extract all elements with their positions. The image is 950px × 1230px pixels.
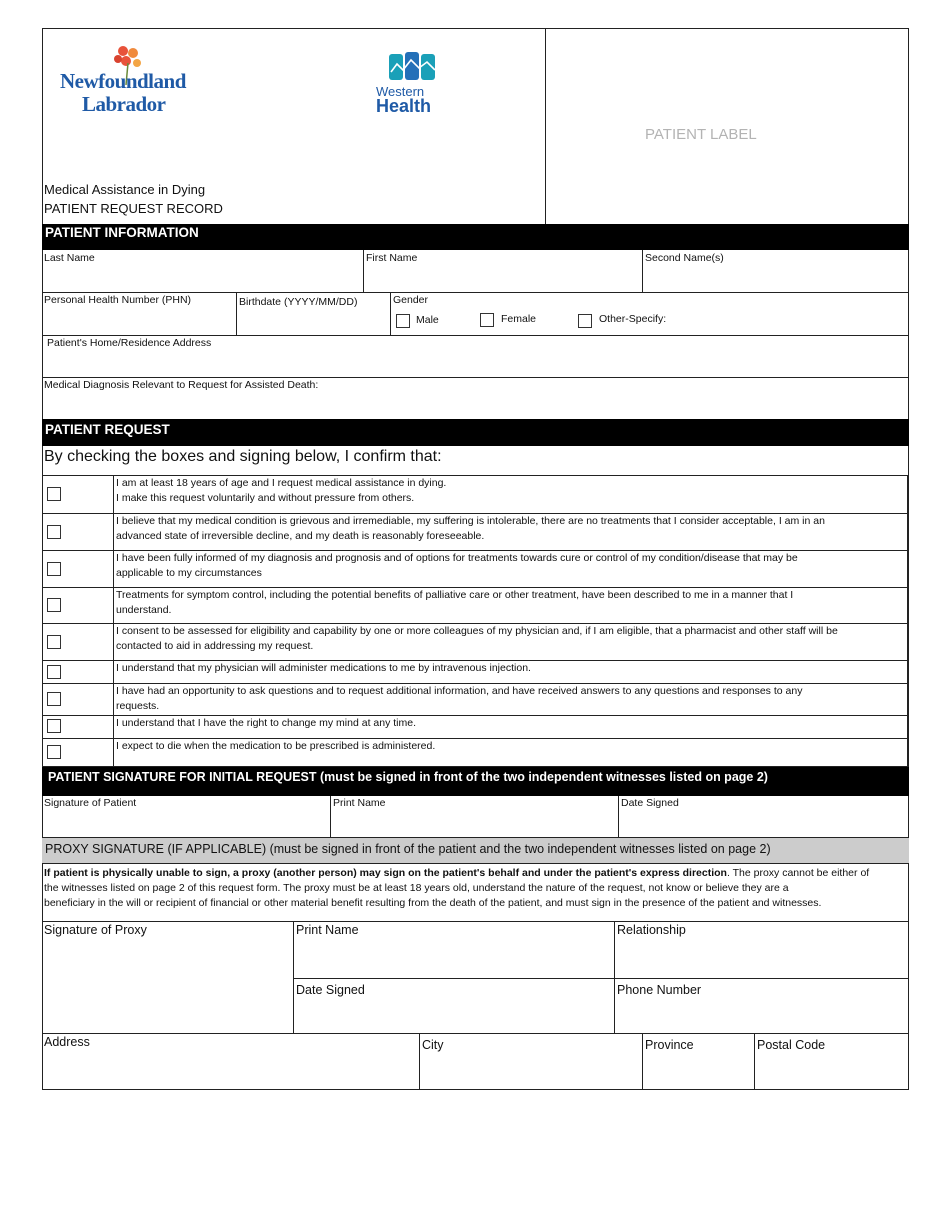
wh-logo-line1: Western (376, 84, 425, 99)
statement-line: I understand that I have the right to change my mind at any time. (116, 717, 417, 729)
statement-line: I expect to die when the medication to be prescribed is administered. (116, 740, 436, 752)
form-title-line2: PATIENT REQUEST RECORD (44, 201, 223, 216)
proxy-note-line3: beneficiary in the will or recipient of financial or other material benefit resulting from the death of the patient, and must sign in the presence of the patient and witnesses. (44, 897, 822, 909)
statement-line: I believe that my medical condition is grievous and irremediable, my suffering is intolerable, there are no treatments that I consider acceptable, I am in an (116, 515, 825, 527)
gender-female-checkbox[interactable] (480, 313, 494, 327)
proxy-note-line1: . The proxy cannot be either of (726, 867, 870, 879)
statement-line: I am at least 18 years of age and I request medical assistance in dying. (116, 477, 447, 489)
nl-logo-line1: Newfoundland (60, 69, 186, 93)
phn-field[interactable]: Personal Health Number (PHN) (44, 294, 192, 306)
home-address-field[interactable]: Patient's Home/Residence Address (47, 337, 212, 349)
statement-checkbox-9[interactable] (47, 745, 61, 759)
patient-request-heading: PATIENT REQUEST (42, 419, 909, 446)
proxy-date-signed-field[interactable]: Date Signed (296, 983, 365, 997)
statement-checkbox-4[interactable] (47, 598, 61, 612)
statement-text-2 (116, 514, 906, 544)
western-health-emblem-icon (389, 52, 441, 82)
proxy-heading-text: PROXY SIGNATURE (IF APPLICABLE) (must be signed in front of the patient and the two independent witnesses listed on page 2) (45, 842, 771, 856)
statement-line: I make this request voluntarily and without pressure from others. (116, 492, 415, 504)
statement-text-9 (116, 739, 906, 754)
patient-date-signed-field[interactable]: Date Signed (621, 797, 679, 809)
wh-logo-line2: Health (376, 96, 432, 116)
statement-line: applicable to my circumstances (116, 567, 262, 579)
statement-text-5 (116, 624, 906, 654)
statement-line: I have had an opportunity to ask questions and to request additional information, and have received answers to any questions and responses to any (116, 685, 803, 697)
proxy-note-line2: the witnesses listed on page 2 of this request form. The proxy must be at least 18 years old, understand the nature of the request, not know or believe they are a (44, 882, 789, 894)
form-title-line1: Medical Assistance in Dying (44, 182, 206, 197)
proxy-phone-field[interactable]: Phone Number (617, 983, 702, 997)
proxy-print-name-field[interactable]: Print Name (296, 923, 359, 937)
statement-checkbox-7[interactable] (47, 692, 61, 706)
statement-checkbox-2[interactable] (47, 525, 61, 539)
patient-label-placeholder: PATIENT LABEL (645, 126, 757, 143)
statement-line: Treatments for symptom control, including the potential benefits of palliative care or other treatment, have been described to me in a manner that I (116, 589, 794, 601)
statement-line: I have been fully informed of my diagnosis and prognosis and of options for treatments towards cure or control of my condition/disease that may be (116, 552, 798, 564)
medical-diagnosis-field[interactable]: Medical Diagnosis Relevant to Request for Assisted Death: (44, 379, 319, 391)
patient-signature-heading: PATIENT SIGNATURE FOR INITIAL REQUEST (must be signed in front of the two independent witnesses listed on page 2) (42, 767, 909, 796)
patient-signature-field[interactable]: Signature of Patient (44, 797, 137, 809)
first-name-field[interactable]: First Name (366, 252, 418, 264)
statement-line: requests. (116, 700, 160, 712)
newfoundland-labrador-logo (58, 45, 198, 120)
statement-line: I consent to be assessed for eligibility and capability by one or more colleagues of my physician and, if I am eligible, that a pharmacist and other staff will be (116, 625, 838, 637)
statement-checkbox-5[interactable] (47, 635, 61, 649)
statement-checkbox-6[interactable] (47, 665, 61, 679)
gender-male-label: Male (416, 314, 439, 326)
statement-text-3 (116, 551, 906, 581)
proxy-postal-code-field[interactable]: Postal Code (757, 1038, 826, 1052)
western-health-logo (372, 50, 454, 116)
gender-label: Gender (393, 294, 429, 306)
birthdate-field[interactable]: Birthdate (YYYY/MM/DD) (239, 296, 358, 308)
gender-male-checkbox[interactable] (396, 314, 410, 328)
proxy-signature-field[interactable]: Signature of Proxy (44, 923, 147, 937)
statement-line: advanced state of irreversible decline, and my death is reasonably foreseeable. (116, 530, 485, 542)
statement-line: understand. (116, 604, 172, 616)
proxy-note-bold: If patient is physically unable to sign, a proxy (another person) may sign on the patient's behalf and under the patient's express direction (44, 867, 727, 879)
statement-line: I understand that my physician will administer medications to me by intravenous injection. (116, 662, 531, 674)
proxy-address-field[interactable]: Address (44, 1035, 90, 1049)
statement-checkbox-3[interactable] (47, 562, 61, 576)
statement-line: contacted to aid in addressing my request. (116, 640, 314, 652)
gender-female-label: Female (501, 313, 537, 325)
request-intro-text: By checking the boxes and signing below, I confirm that: (44, 448, 442, 465)
proxy-signature-heading (42, 838, 909, 864)
statement-text-7 (116, 684, 906, 714)
statement-text-8 (116, 716, 906, 731)
gender-other-checkbox[interactable] (578, 314, 592, 328)
statement-text-1 (116, 476, 906, 506)
statement-checkbox-1[interactable] (47, 487, 61, 501)
gender-other-label: Other-Specify: (599, 313, 667, 325)
nl-logo-line2: Labrador (82, 92, 166, 116)
patient-print-name-field[interactable]: Print Name (333, 797, 386, 809)
proxy-relationship-field[interactable]: Relationship (617, 923, 686, 937)
last-name-field[interactable]: Last Name (44, 252, 95, 264)
proxy-city-field[interactable]: City (422, 1038, 444, 1052)
statement-text-4 (116, 588, 906, 618)
statement-checkbox-8[interactable] (47, 719, 61, 733)
proxy-note (44, 866, 908, 911)
proxy-province-field[interactable]: Province (645, 1038, 694, 1052)
statement-text-6 (116, 661, 906, 676)
patient-information-heading: PATIENT INFORMATION (42, 224, 909, 250)
header-divider (545, 28, 546, 224)
second-names-field[interactable]: Second Name(s) (645, 252, 724, 264)
